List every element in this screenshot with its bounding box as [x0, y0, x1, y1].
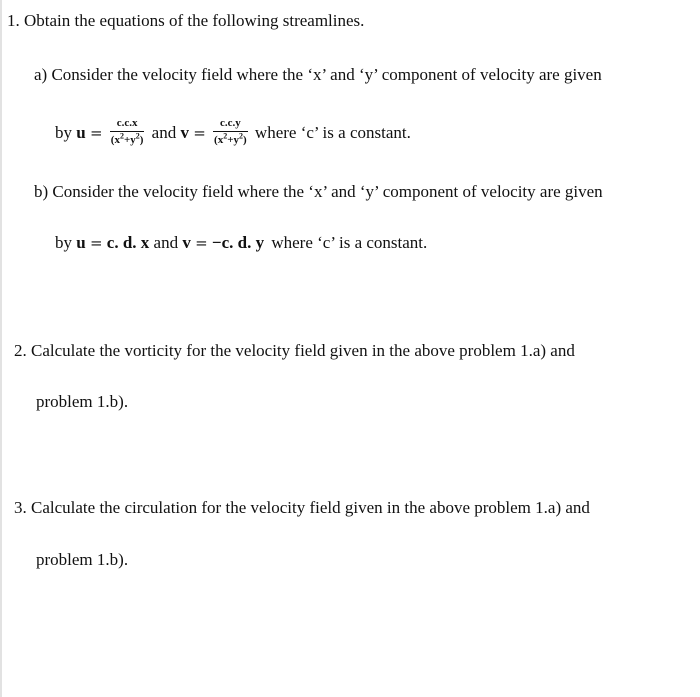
question-1-number: 1.: [7, 11, 20, 30]
question-2-line1: Calculate the vorticity for the velocity field given in the above problem 1.a) and: [31, 341, 575, 360]
question-1: [7, 11, 364, 31]
u-den-y-exponent: 2: [135, 131, 140, 141]
equals-sign: =: [89, 124, 103, 142]
u-expression: c. d. x: [106, 233, 150, 252]
v-symbol: v: [180, 123, 189, 142]
u-den-close: ): [139, 134, 144, 147]
u-den-x-exponent: 2: [119, 131, 124, 141]
v-den-y-exponent: 2: [239, 131, 243, 141]
v-expression: −c. d. y: [211, 233, 265, 252]
question-3-line1: Calculate the circulation for the velocity field given in the above problem 1.a) and: [31, 498, 590, 517]
page-edge-shadow: [0, 0, 2, 697]
v-symbol: v: [182, 233, 191, 252]
equals-sign: =: [89, 234, 103, 252]
v-den-x-exponent: 2: [223, 131, 228, 141]
question-1b-label: b): [34, 182, 49, 201]
u-den-x: (x: [110, 134, 120, 147]
question-1-text: Obtain the equations of the following streamlines.: [24, 11, 365, 30]
constant-note: where ‘c’ is a constant.: [271, 233, 428, 252]
constant-note: where ‘c’ is a constant.: [254, 123, 411, 142]
u-denominator: [110, 132, 145, 147]
v-fraction: [213, 117, 248, 147]
question-1a-label: a): [34, 65, 48, 84]
question-2-continued: [36, 392, 128, 412]
question-1a-text: Consider the velocity field where the ‘x’ and ‘y’ component of velocity are given: [51, 65, 602, 84]
u-den-y: +y: [123, 134, 136, 147]
equals-sign: =: [195, 234, 208, 252]
question-1a: [34, 65, 602, 85]
and-word: and: [151, 123, 177, 142]
v-denominator: [213, 132, 248, 147]
question-3-number: 3.: [14, 498, 27, 517]
question-3-line2: problem 1.b).: [36, 550, 129, 569]
u-numerator: c.c.x: [110, 117, 145, 132]
and-word: and: [153, 233, 179, 252]
by-word: by: [55, 123, 72, 142]
v-den-close: ): [243, 134, 247, 147]
question-2-number: 2.: [14, 341, 27, 360]
v-numerator: c.c.y: [213, 117, 248, 132]
u-symbol: u: [76, 123, 86, 142]
equals-sign: =: [193, 124, 206, 142]
question-1a-equation: [55, 118, 411, 148]
v-den-y: +y: [227, 134, 239, 147]
question-3: [14, 498, 590, 518]
u-symbol: u: [76, 233, 86, 252]
u-fraction: [110, 117, 145, 147]
question-1b: [34, 182, 603, 202]
question-1b-equation: [55, 233, 427, 253]
question-3-continued: [36, 550, 128, 570]
v-den-x: (x: [214, 134, 224, 147]
by-word: by: [55, 233, 72, 252]
question-2-line2: problem 1.b).: [36, 392, 129, 411]
question-1b-text: Consider the velocity field where the ‘x’ and ‘y’ component of velocity are given: [52, 182, 603, 201]
question-2: [14, 341, 575, 361]
